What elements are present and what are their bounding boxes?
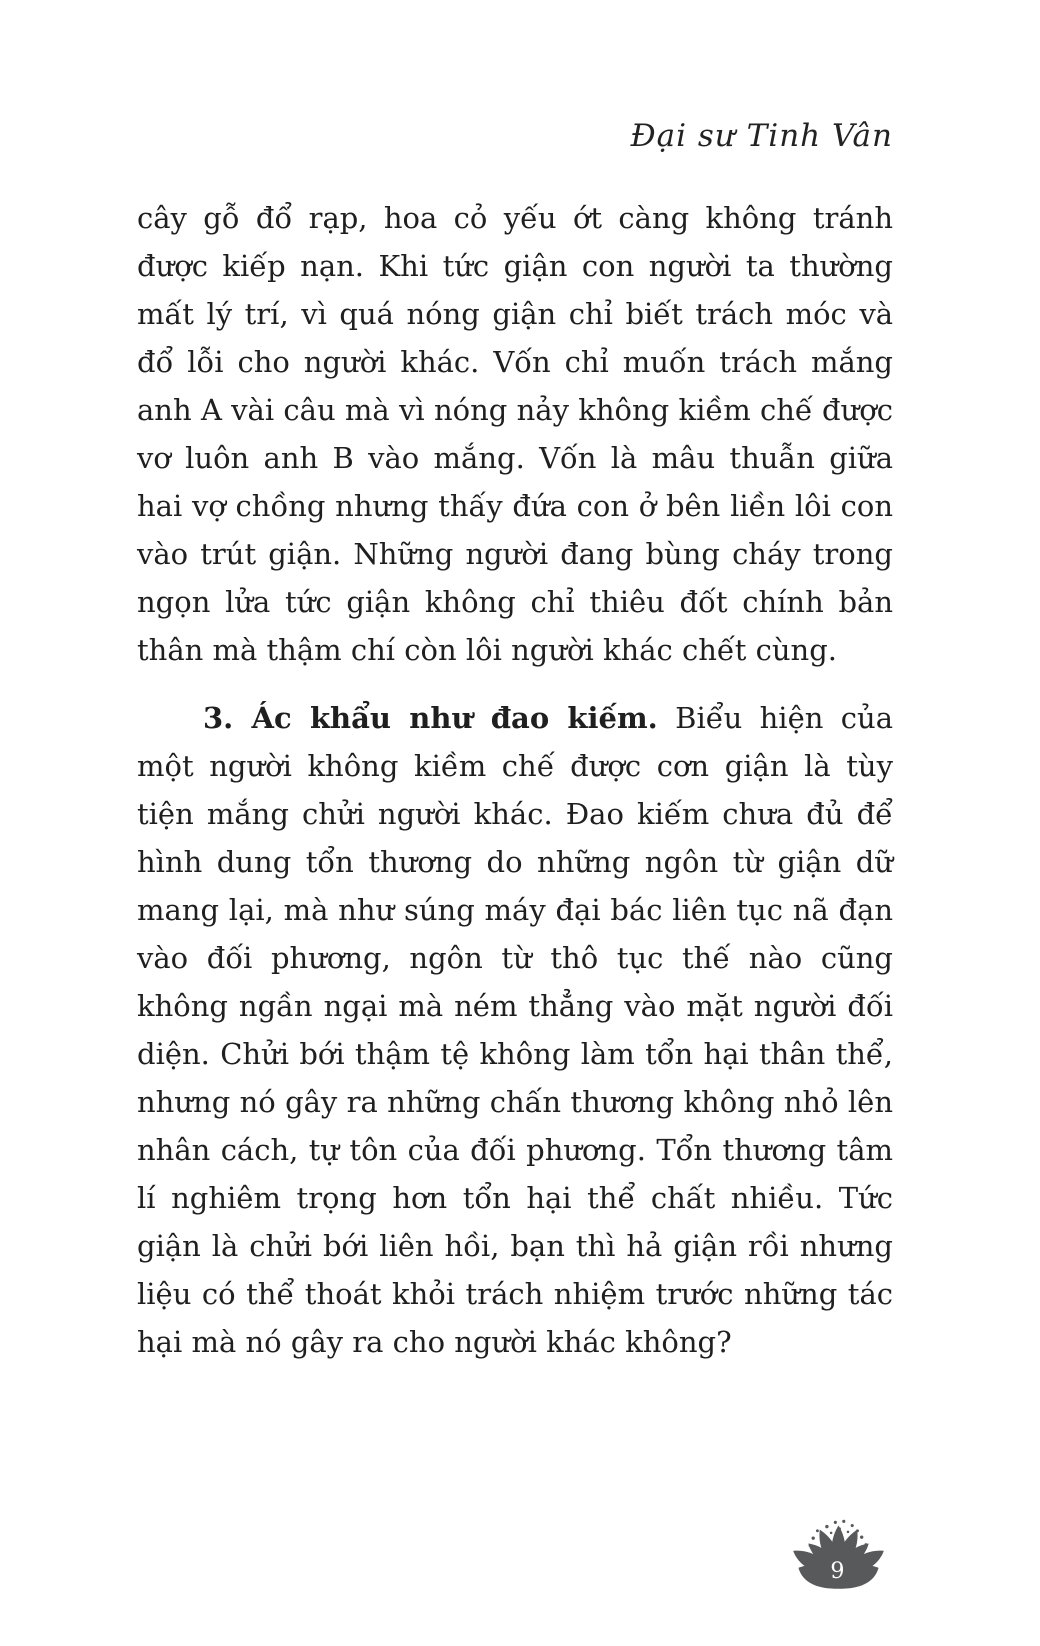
paragraph-1: cây gỗ đổ rạp, hoa cỏ yếu ớt càng không tránh được kiếp nạn. Khi tức giận con người ta thường mất lý trí, vì quá nóng giận chỉ biết trách móc và đổ lỗi cho người khác. Vốn chỉ muốn trách mắng anh A vài câu mà vì nóng nảy không kiềm chế được vơ luôn anh B vào mắng. Vốn là mâu thuẫn giữa hai vợ chồng nhưng thấy đứa con ở bên liền lôi con vào trút giận. Những người đang bùng cháy trong ngọn lửa tức giận không chỉ thiêu đốt chính bản thân mà thậm chí còn lôi người khác chết cùng. — [137, 201, 893, 667]
paragraph-2 — [137, 694, 893, 1366]
page-number: 9 — [830, 1558, 845, 1585]
paragraph-2-body: Biểu hiện của một người không kiềm chế được cơn giận là tùy tiện mắng chửi người khác. Đao kiếm chưa đủ để hình dung tổn thương do những ngôn từ giận dữ mang lại, mà như súng máy đại bác liên tục nã đạn vào đối phương, ngôn từ thô tục thế nào cũng không ngần ngại mà ném thẳng vào mặt người đối diện. Chửi bới thậm tệ không làm tổn hại thân thể, nhưng nó gây ra những chấn thương không nhỏ lên nhân cách, tự tôn của đối phương. Tổn thương tâm lí nghiêm trọng hơn tổn hại thể chất nhiều. Tức giận là chửi bới liên hồi, bạn thì hả giận rồi nhưng liệu có thể thoát khỏi trách nhiệm trước những tác hại mà nó gây ra cho người khác không? — [137, 701, 893, 1359]
lotus-icon — [790, 1516, 887, 1592]
running-header: Đại sư Tinh Vân — [630, 118, 893, 154]
paragraph-2-heading: 3. Ác khẩu như đao kiếm. — [203, 701, 658, 735]
body-text — [137, 194, 893, 1366]
page-footer — [790, 1516, 887, 1592]
